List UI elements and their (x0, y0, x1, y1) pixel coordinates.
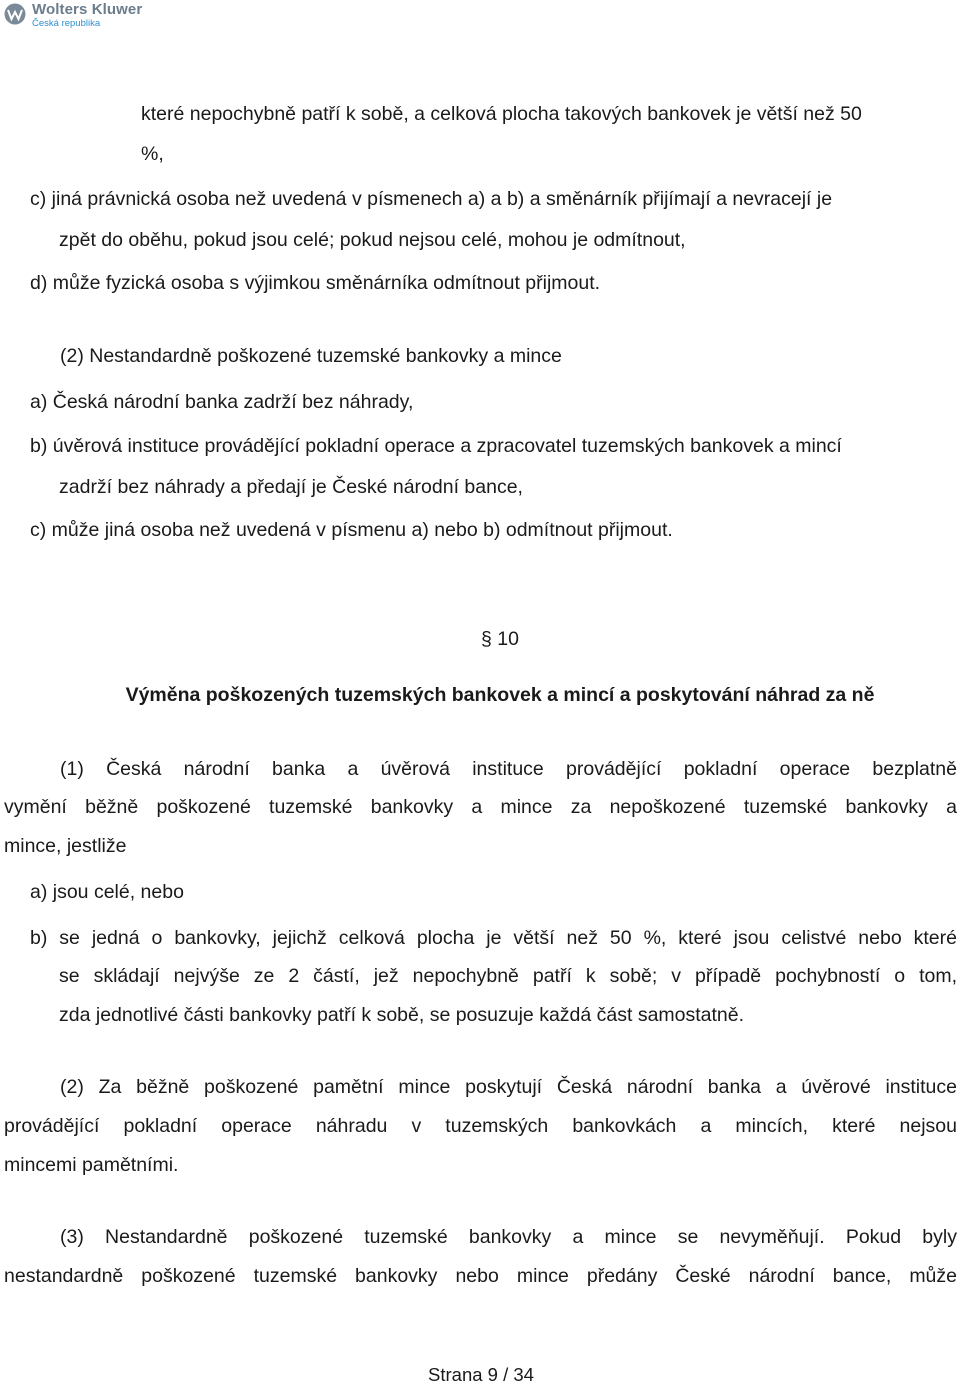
section-number: § 10 (481, 628, 519, 650)
paragraph-line: zpět do oběhu, pokud jsou celé; pokud nejsou celé, mohou je odmítnout, (59, 229, 686, 251)
paragraph-line: zda jednotlivé části bankovky patří k sobě, se posuzuje každá část samostatně. (59, 1004, 745, 1026)
paragraph-line: zadrží bez náhrady a předají je České národní bance, (59, 476, 523, 498)
paragraph-line: a) jsou celé, nebo (30, 881, 184, 903)
page-number: Strana 9 / 34 (428, 1364, 534, 1385)
paragraph-line: d) může fyzická osoba s výjimkou směnárníka odmítnout přijmout. (30, 272, 601, 294)
paragraph-line: c) může jiná osoba než uvedená v písmenu a) nebo b) odmítnout přijmout. (30, 519, 673, 541)
paragraph-line: vymění běžně poškozené tuzemské bankovky a mince za nepoškozené tuzemské bankovky a (4, 796, 957, 818)
paragraph-line: nestandardně poškozené tuzemské bankovky nebo mince předány České národní bance, může (4, 1265, 957, 1287)
logo-subtitle: Česká republika (32, 18, 101, 29)
paragraph-line: %, (141, 143, 164, 165)
paragraph-line: mincemi pamětními. (4, 1154, 179, 1176)
paragraph-line: (2) Nestandardně poškozené tuzemské bankovky a mince (60, 345, 562, 367)
paragraph-line: (3) Nestandardně poškozené tuzemské bankovky a mince se nevyměňují. Pokud byly (60, 1226, 957, 1248)
paragraph-line: a) Česká národní banka zadrží bez náhrady, (30, 391, 414, 413)
paragraph-line: se skládají nejvýše ze 2 částí, jež nepochybně patří k sobě; v případě pochybností o tom, (59, 965, 957, 987)
paragraph-line: provádějící pokladní operace náhradu v tuzemských bankovkách a mincích, které nejsou (4, 1115, 957, 1137)
paragraph-line: b) úvěrová instituce provádějící pokladní operace a zpracovatel tuzemských bankovek a mincí (30, 435, 842, 457)
wolters-kluwer-logo-icon (4, 3, 26, 25)
logo-name: Wolters Kluwer (32, 1, 143, 18)
wolters-kluwer-logo (4, 2, 142, 29)
paragraph-line: (2) Za běžně poškozené pamětní mince poskytují Česká národní banka a úvěrové instituce (60, 1076, 957, 1098)
paragraph-line: b) se jedná o bankovky, jejichž celková plocha je větší než 50 %, které jsou celistvé nebo které (30, 927, 957, 949)
section-title: Výměna poškozených tuzemských bankovek a mincí a poskytování náhrad za ně (125, 684, 875, 706)
paragraph-line: které nepochybně patří k sobě, a celková plocha takových bankovek je větší než 50 (141, 103, 862, 125)
paragraph-line: (1) Česká národní banka a úvěrová instituce provádějící pokladní operace bezplatně (60, 758, 957, 780)
paragraph-line: c) jiná právnická osoba než uvedená v písmenech a) a b) a směnárník přijímají a nevracejí je (30, 188, 833, 210)
paragraph-line: mince, jestliže (4, 835, 127, 857)
